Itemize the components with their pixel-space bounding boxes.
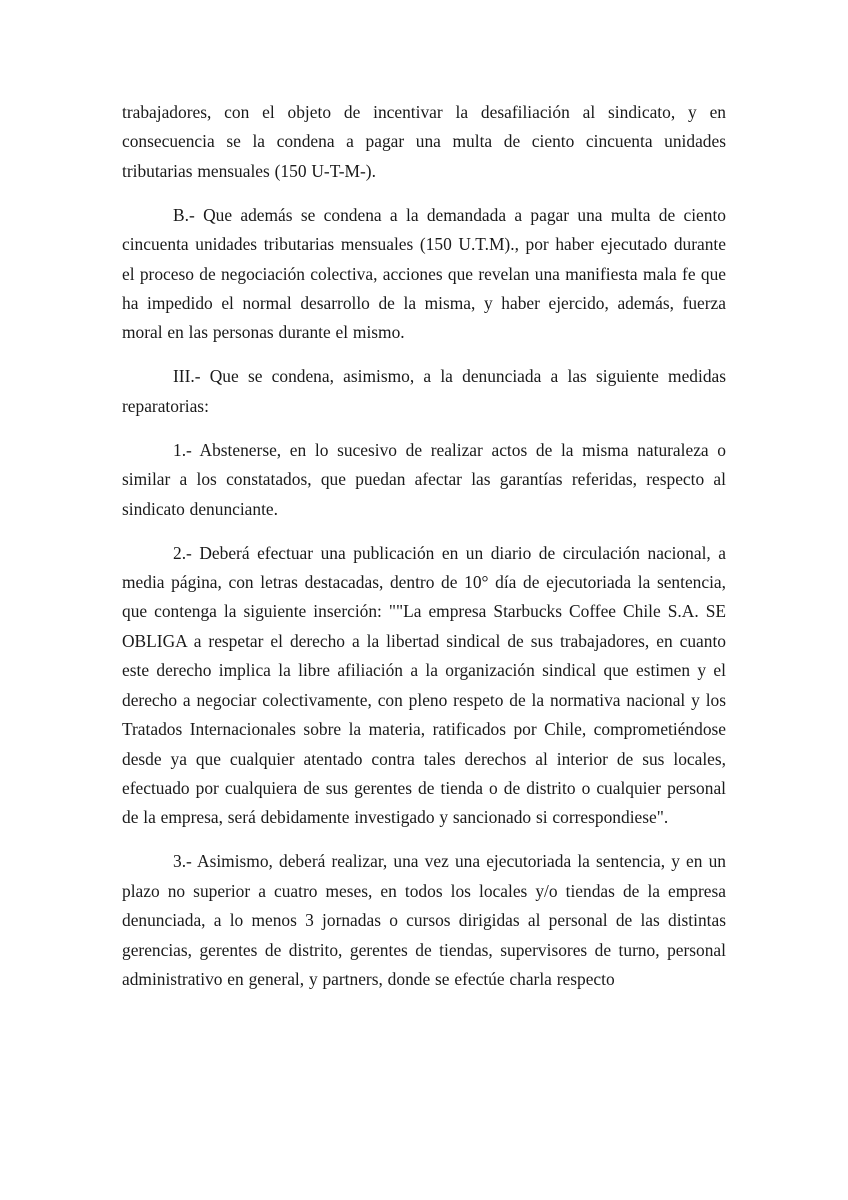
paragraph-penalty-continuation: trabajadores, con el objeto de incentivar la desafiliación al sindicato, y en consecuencia se la condena a pagar una multa de ciento cincuenta unidades tributarias mensuales (150 U-T-M-). [122, 102, 726, 181]
paragraph-b-additional-fine: B.- Que además se condena a la demandada a pagar una multa de ciento cincuenta unidades tributarias mensuales (150 U.T.M)., por haber ejecutado durante el proceso de negociación colectiva, acciones que revelan una manifiesta mala fe que ha impedido el normal desarrollo de la misma, y haber ejercido, además, fuerza moral en las personas durante el mismo. [122, 204, 726, 343]
paragraph-measure-3: 3.- Asimismo, deberá realizar, una vez una ejecutoriada la sentencia, y en un plazo no superior a cuatro meses, en todos los locales y/o tiendas de la empresa denunciada, a lo menos 3 jornadas o cursos dirigidas al personal de las distintas gerencias, gerentes de distrito, gerentes de tiendas, supervisores de turno, personal administrativo en general, y partners, donde se efectúe charla respecto [122, 851, 726, 989]
paragraph-measure-2: 2.- Deberá efectuar una publicación en un diario de circulación nacional, a media página, con letras destacadas, dentro de 10° día de ejecutoriada la sentencia, que contenga la siguiente inserción: ""La empresa Starbucks Coffee Chile S.A. SE OBLIGA a respetar el derecho a la libertad sindical de sus trabajadores, en cuanto este derecho implica la libre afiliación a la organización sindical que estimen y el derecho a negociar colectivamente, con pleno respeto de la normativa nacional y los Tratados Internacionales sobre la materia, ratificados por Chile, comprometiéndose desde ya que cualquier atentado contra tales derechos al interior de sus locales, efectuado por cualquiera de sus gerentes de tienda o de distrito o cualquier personal de la empresa, será debidamente investigado y sancionado si correspondiese". [122, 542, 726, 828]
paragraph-iii-reparatory-measures: III.- Que se condena, asimismo, a la denunciada a las siguiente medidas reparatorias: [122, 366, 726, 416]
paragraph-measure-1: 1.- Abstenerse, en lo sucesivo de realizar actos de la misma naturaleza o similar a los constatados, que puedan afectar las garantías referidas, respecto al sindicato denunciante. [122, 439, 726, 519]
document-page [122, 98, 726, 1009]
